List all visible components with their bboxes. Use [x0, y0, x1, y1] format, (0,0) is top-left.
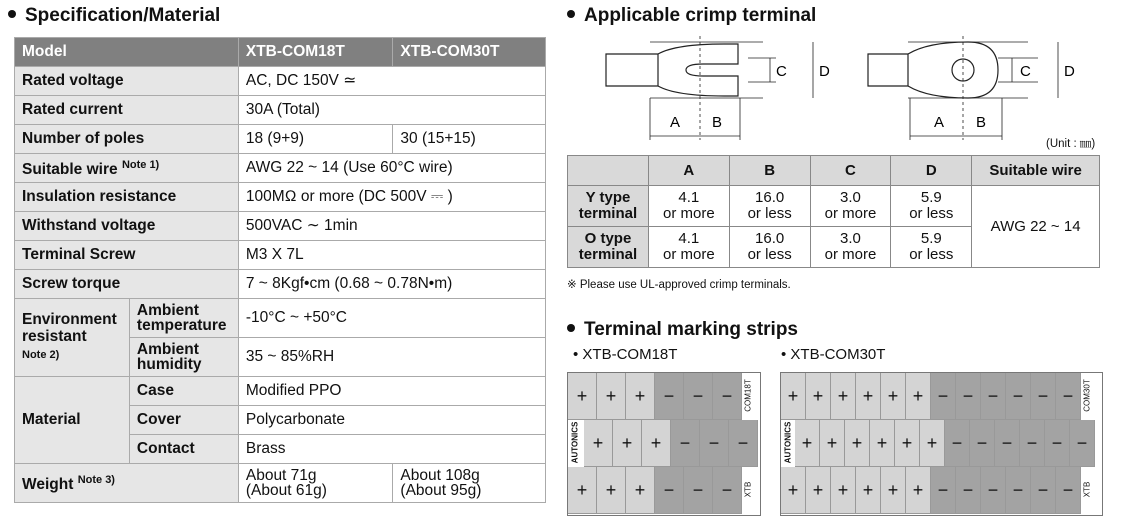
environment-label: Environment resistant Note 2) [15, 299, 130, 377]
table-row [15, 67, 546, 96]
crimp-header-row [568, 156, 1100, 186]
brand-logo: AUTONICS [570, 421, 580, 464]
strip-minus-cell: − [729, 420, 758, 467]
rated-voltage-value: AC, DC 150V ≃ [238, 67, 545, 96]
crimp-footnote: ※ Please use UL-approved crimp terminals. [567, 279, 791, 291]
table-row [15, 377, 546, 406]
strip-plus-cell: + [597, 373, 626, 420]
dim-a-y: A [670, 114, 681, 131]
strip-plus-cell: + [895, 420, 920, 467]
ambient-temperature-label: Ambient temperature [129, 299, 238, 338]
case-label: Case [129, 377, 238, 406]
poles-com30t: 30 (15+15) [393, 125, 546, 154]
strip-plus-cell: + [831, 467, 856, 514]
crimp-wire-value: AWG 22 ~ 14 [972, 186, 1100, 268]
ambient-humidity-value: 35 ~ 85%RH [238, 338, 545, 377]
contact-value: Brass [238, 435, 545, 464]
spec-section-title: Specification/Material [8, 5, 220, 27]
withstand-value: 500VAC ∼ 1min [238, 212, 545, 241]
strip-plus-cell: + [856, 467, 881, 514]
model-label: Model [15, 38, 239, 67]
strip-plus-cell: + [781, 373, 806, 420]
o-a: 4.1 or more [648, 227, 729, 268]
dim-a-o: A [934, 114, 945, 131]
weight-com18t: About 71g (About 61g) [238, 464, 393, 503]
rated-voltage-label: Rated voltage [15, 67, 239, 96]
material-label: Material [15, 377, 130, 464]
strip-minus-cell: − [956, 467, 981, 514]
strip-end-label: XTB [1082, 481, 1092, 498]
strip-plus-cell: + [806, 467, 831, 514]
strip-minus-cell: − [655, 467, 684, 514]
spec-header-row [15, 38, 546, 67]
table-row [568, 186, 1100, 227]
cover-label: Cover [129, 406, 238, 435]
strip-plus-cell: + [920, 420, 945, 467]
dim-b-y: B [712, 114, 723, 131]
strips-section-title: Terminal marking strips [567, 319, 798, 341]
strip-plus-cell: + [820, 420, 845, 467]
strip-plus-cell: + [584, 420, 613, 467]
table-row [15, 154, 546, 183]
table-row [15, 96, 546, 125]
spec-table [14, 37, 546, 503]
o-type-label: O type terminal [568, 227, 649, 268]
strip-end-label: XTB [743, 481, 753, 498]
crimp-header-d: D [891, 156, 972, 186]
strip-plus-cell: + [870, 420, 895, 467]
strip-minus-cell: − [1006, 373, 1031, 420]
strip-minus-cell: − [700, 420, 729, 467]
table-row [15, 299, 546, 338]
strip-plus-cell: + [806, 373, 831, 420]
strip-plus-cell: + [795, 420, 820, 467]
strip-plus-cell: + [881, 467, 906, 514]
strip-minus-cell: − [931, 373, 956, 420]
strip-plus-cell: + [881, 373, 906, 420]
case-value: Modified PPO [238, 377, 545, 406]
strip-plus-cell: + [568, 467, 597, 514]
dim-d-y: D [819, 63, 830, 80]
strip-minus-cell: − [956, 373, 981, 420]
strip-plus-cell: + [568, 373, 597, 420]
table-row [15, 270, 546, 299]
crimp-header-b: B [729, 156, 810, 186]
strip-minus-cell: − [1031, 373, 1056, 420]
rated-current-label: Rated current [15, 96, 239, 125]
weight-com30t: About 108g (About 95g) [393, 464, 546, 503]
dim-c-o: C [1020, 63, 1031, 80]
strip-minus-cell: − [931, 467, 956, 514]
strip-minus-cell: − [1045, 420, 1070, 467]
ambient-humidity-label: Ambient humidity [129, 338, 238, 377]
strip-minus-cell: − [671, 420, 700, 467]
contact-label: Contact [129, 435, 238, 464]
o-c: 3.0 or more [810, 227, 891, 268]
model-com30t: XTB-COM30T [393, 38, 546, 67]
strip-minus-cell: − [945, 420, 970, 467]
strip-minus-cell: − [713, 373, 742, 420]
crimp-header-wire: Suitable wire [972, 156, 1100, 186]
ambient-temperature-value: -10°C ~ +50°C [238, 299, 545, 338]
cover-value: Polycarbonate [238, 406, 545, 435]
strip2-name: • XTB-COM30T [781, 346, 886, 363]
o-d: 5.9 or less [891, 227, 972, 268]
strip-minus-cell: − [1031, 467, 1056, 514]
dim-c-y: C [776, 63, 787, 80]
y-type-label: Y type terminal [568, 186, 649, 227]
strip1-name: • XTB-COM18T [573, 346, 678, 363]
strip-minus-cell: − [1056, 467, 1081, 514]
strip-minus-cell: − [1020, 420, 1045, 467]
strip-minus-cell: − [1006, 467, 1031, 514]
wire-label: Suitable wire $^{Note 1)}$ [15, 154, 239, 183]
withstand-label: Withstand voltage [15, 212, 239, 241]
crimp-header-blank [568, 156, 649, 186]
strip-plus-cell: + [781, 467, 806, 514]
weight-label: Weight $^{Note 3)}$ [15, 464, 239, 503]
strip-plus-cell: + [906, 467, 931, 514]
screw-label: Terminal Screw [15, 241, 239, 270]
torque-value: 7 ~ 8Kgf•cm (0.68 ~ 0.78N•m) [238, 270, 545, 299]
o-b: 16.0 or less [729, 227, 810, 268]
dim-b-o: B [976, 114, 987, 131]
strip-minus-cell: − [684, 373, 713, 420]
screw-value: M3 X 7L [238, 241, 545, 270]
table-row [15, 212, 546, 241]
dim-d-o: D [1064, 63, 1075, 80]
model-com18t: XTB-COM18T [238, 38, 393, 67]
strip-minus-cell: − [995, 420, 1020, 467]
brand-logo: AUTONICS [783, 421, 793, 464]
strip-minus-cell: − [655, 373, 684, 420]
y-d: 5.9 or less [891, 186, 972, 227]
strip-plus-cell: + [597, 467, 626, 514]
strip-minus-cell: − [981, 373, 1006, 420]
marking-strip-com30t [780, 372, 1103, 516]
crimp-header-a: A [648, 156, 729, 186]
wire-value: AWG 22 ~ 14 (Use 60°C wire) [238, 154, 545, 183]
strip-plus-cell: + [845, 420, 870, 467]
strip-minus-cell: − [981, 467, 1006, 514]
y-b: 16.0 or less [729, 186, 810, 227]
table-row [15, 464, 546, 503]
insulation-value: 100MΩ or more (DC 500V ⎓ ) [238, 183, 545, 212]
poles-label: Number of poles [15, 125, 239, 154]
strip-plus-cell: + [626, 467, 655, 514]
strip-plus-cell: + [626, 373, 655, 420]
strip-minus-cell: − [1056, 373, 1081, 420]
table-row [15, 241, 546, 270]
crimp-terminal-diagram [598, 36, 1108, 146]
strip-end-label: COM18T [743, 379, 753, 412]
crimp-table [567, 155, 1100, 268]
poles-com18t: 18 (9+9) [238, 125, 393, 154]
strip-plus-cell: + [856, 373, 881, 420]
crimp-section-title: Applicable crimp terminal [567, 5, 816, 27]
strip-minus-cell: − [684, 467, 713, 514]
strip-end-label: COM30T [1082, 379, 1092, 412]
y-a: 4.1 or more [648, 186, 729, 227]
strip-plus-cell: + [642, 420, 671, 467]
crimp-header-c: C [810, 156, 891, 186]
strip-plus-cell: + [831, 373, 856, 420]
table-row [15, 125, 546, 154]
torque-label: Screw torque [15, 270, 239, 299]
strip-plus-cell: + [613, 420, 642, 467]
unit-label: (Unit : ㎜) [1046, 138, 1096, 150]
insulation-label: Insulation resistance [15, 183, 239, 212]
marking-strip-com18t [567, 372, 761, 516]
table-row [15, 183, 546, 212]
strip-minus-cell: − [1070, 420, 1095, 467]
y-c: 3.0 or more [810, 186, 891, 227]
strip-plus-cell: + [906, 373, 931, 420]
rated-current-value: 30A (Total) [238, 96, 545, 125]
strip-minus-cell: − [713, 467, 742, 514]
strip-minus-cell: − [970, 420, 995, 467]
